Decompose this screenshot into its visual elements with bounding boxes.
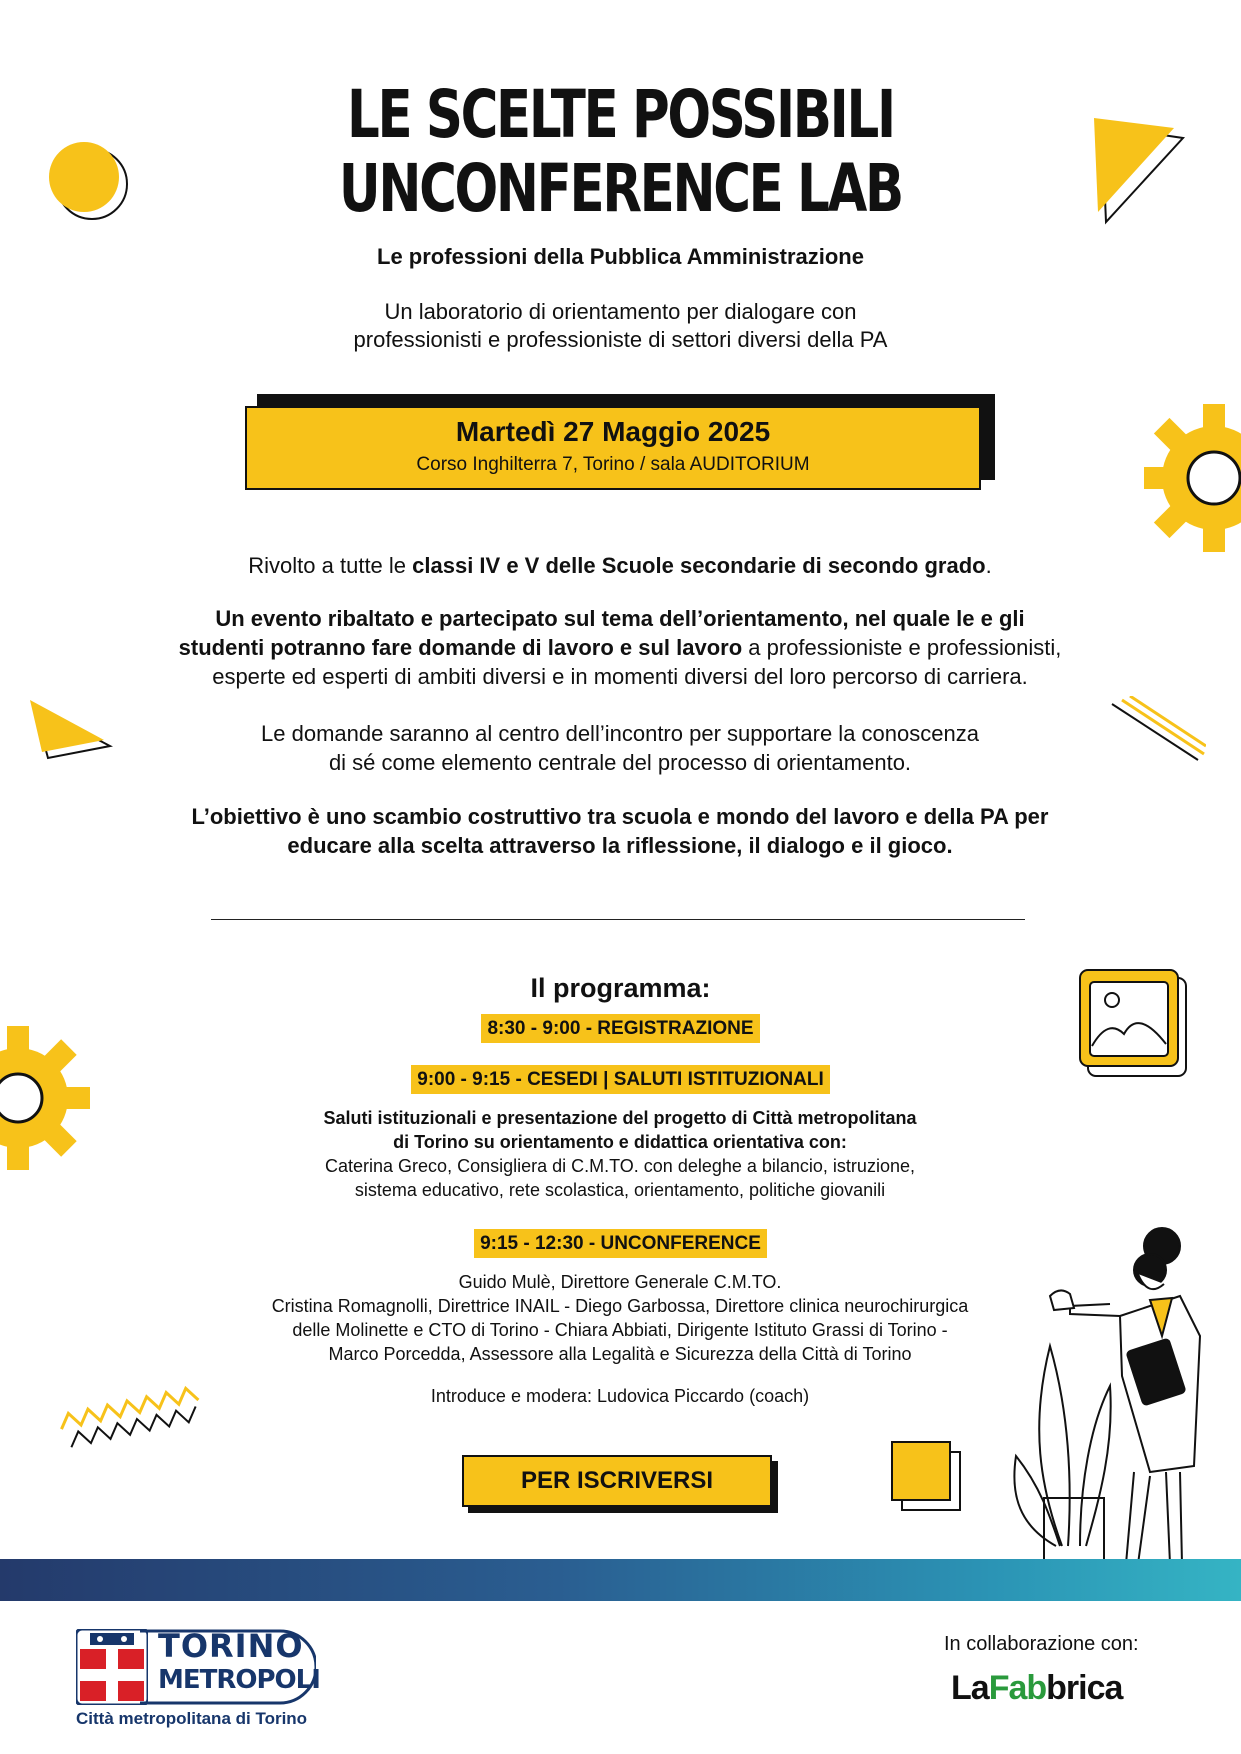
greetings-line-3: Caterina Greco, Consigliera di C.M.TO. con deleghe a bilancio, istruzione, — [325, 1156, 915, 1176]
p2-line-3: esperte ed esperti di ambiti diversi e in momenti diversi del loro percorso di carriera. — [212, 664, 1028, 689]
lafabbrica-part-fab: Fab — [988, 1669, 1047, 1707]
slot-registration-tag: 8:30 - 9:00 - REGISTRAZIONE — [481, 1014, 759, 1043]
p3-line-1: Le domande saranno al centro dell’incontro per supportare la conoscenza — [261, 721, 979, 746]
slot-unconference-description — [150, 1270, 1090, 1366]
p2-bold-line-2: studenti potranno fare domande di lavoro e sul lavoro — [178, 635, 743, 660]
logo-word-metropoli: METROPOLI — [158, 1665, 320, 1695]
unconference-line-1: Guido Mulè, Direttore Generale C.M.TO. — [458, 1272, 782, 1292]
p1-bold: classi IV e V delle Scuole secondarie di secondo grado — [412, 553, 986, 578]
p2-rest-line-2: a professioniste e professionisti, — [742, 635, 1062, 660]
slot-greetings-tag: 9:00 - 9:15 - CESEDI | SALUTI ISTITUZIONALI — [411, 1065, 829, 1094]
intro-line-1: Un laboratorio di orientamento per dialogare con — [384, 299, 857, 324]
event-date: Martedì 27 Maggio 2025 — [455, 416, 771, 447]
greetings-bold-line-1: Saluti istituzionali e presentazione del progetto di Città metropolitana — [323, 1108, 917, 1128]
program-slot-greetings — [0, 1068, 1241, 1092]
slot-unconference-tag: 9:15 - 12:30 - UNCONFERENCE — [474, 1229, 767, 1258]
p1-text: Rivolto a tutte le — [248, 553, 413, 578]
p1-period: . — [985, 553, 992, 578]
greetings-bold-line-2: di Torino su orientamento e didattica orientativa con: — [393, 1132, 847, 1152]
collaboration-label: In collaborazione con: — [944, 1633, 1139, 1655]
yellow-circle-decoration — [48, 140, 138, 230]
footer-gradient-band — [0, 1559, 1241, 1601]
lafabbrica-logo — [951, 1669, 1122, 1708]
intro-line-2: professionisti e professioniste di settori diversi della PA — [353, 327, 888, 352]
p4-line-1: L’obiettivo è uno scambio costruttivo tra scuola e mondo del lavoro e della PA per — [191, 804, 1049, 829]
program-slot-registration — [0, 1017, 1241, 1041]
gear-icon-left — [0, 1018, 92, 1178]
subtitle: Le professioni della Pubblica Amministrazione — [377, 244, 864, 269]
unconference-line-3: delle Molinette e CTO di Torino - Chiara Abbiati, Dirigente Istituto Grassi di Torino - — [292, 1320, 948, 1340]
paragraph-event-description — [90, 604, 1150, 691]
p2-bold-line-1: Un evento ribaltato e partecipato sul tema dell’orientamento, nel quale le e gli — [215, 606, 1025, 631]
unconference-line-4: Marco Porcedda, Assessore alla Legalità e Sicurezza della Città di Torino — [328, 1344, 912, 1364]
p4-line-2: educare alla scelta attraverso la riflessione, il dialogo e il gioco. — [287, 833, 953, 858]
yellow-square-decoration — [888, 1436, 966, 1516]
paragraph-target-audience — [90, 551, 1150, 580]
title-line-2: UNCONFERENCE LAB — [338, 150, 902, 227]
torino-metropoli-logo — [76, 1627, 320, 1729]
gear-icon-right — [1144, 398, 1241, 562]
moderator-line: Introduce e modera: Ludovica Piccardo (coach) — [430, 1386, 810, 1406]
register-button[interactable]: PER ISCRIVERSI — [462, 1455, 772, 1507]
p3-line-2: di sé come elemento centrale del processo di orientamento. — [328, 750, 912, 775]
divider — [211, 919, 1025, 920]
slot-greetings-description — [150, 1106, 1090, 1202]
lafabbrica-part-brica: brica — [1046, 1669, 1123, 1707]
lafabbrica-part-la: La — [951, 1669, 989, 1707]
intro-text — [0, 298, 1241, 354]
paragraph-objective — [90, 802, 1150, 860]
logo-word-torino: TORINO — [158, 1627, 304, 1665]
page-title — [136, 78, 1104, 226]
city-crest-icon — [76, 1629, 148, 1705]
program-slot-unconference — [0, 1232, 1241, 1256]
title-line-1: LE SCELTE POSSIBILI — [346, 76, 894, 153]
greetings-line-4: sistema educativo, rete scolastica, orientamento, politiche giovanili — [354, 1180, 886, 1200]
paragraph-questions — [90, 719, 1150, 777]
event-location: Corso Inghilterra 7, Torino / sala AUDITORIUM — [416, 454, 810, 475]
program-title: Il programma: — [530, 973, 711, 1003]
logo-caption: Città metropolitana di Torino — [76, 1709, 308, 1728]
unconference-line-2: Cristina Romagnolli, Direttrice INAIL - Diego Garbossa, Direttore clinica neurochirurgica — [271, 1296, 969, 1316]
date-box — [245, 406, 981, 490]
